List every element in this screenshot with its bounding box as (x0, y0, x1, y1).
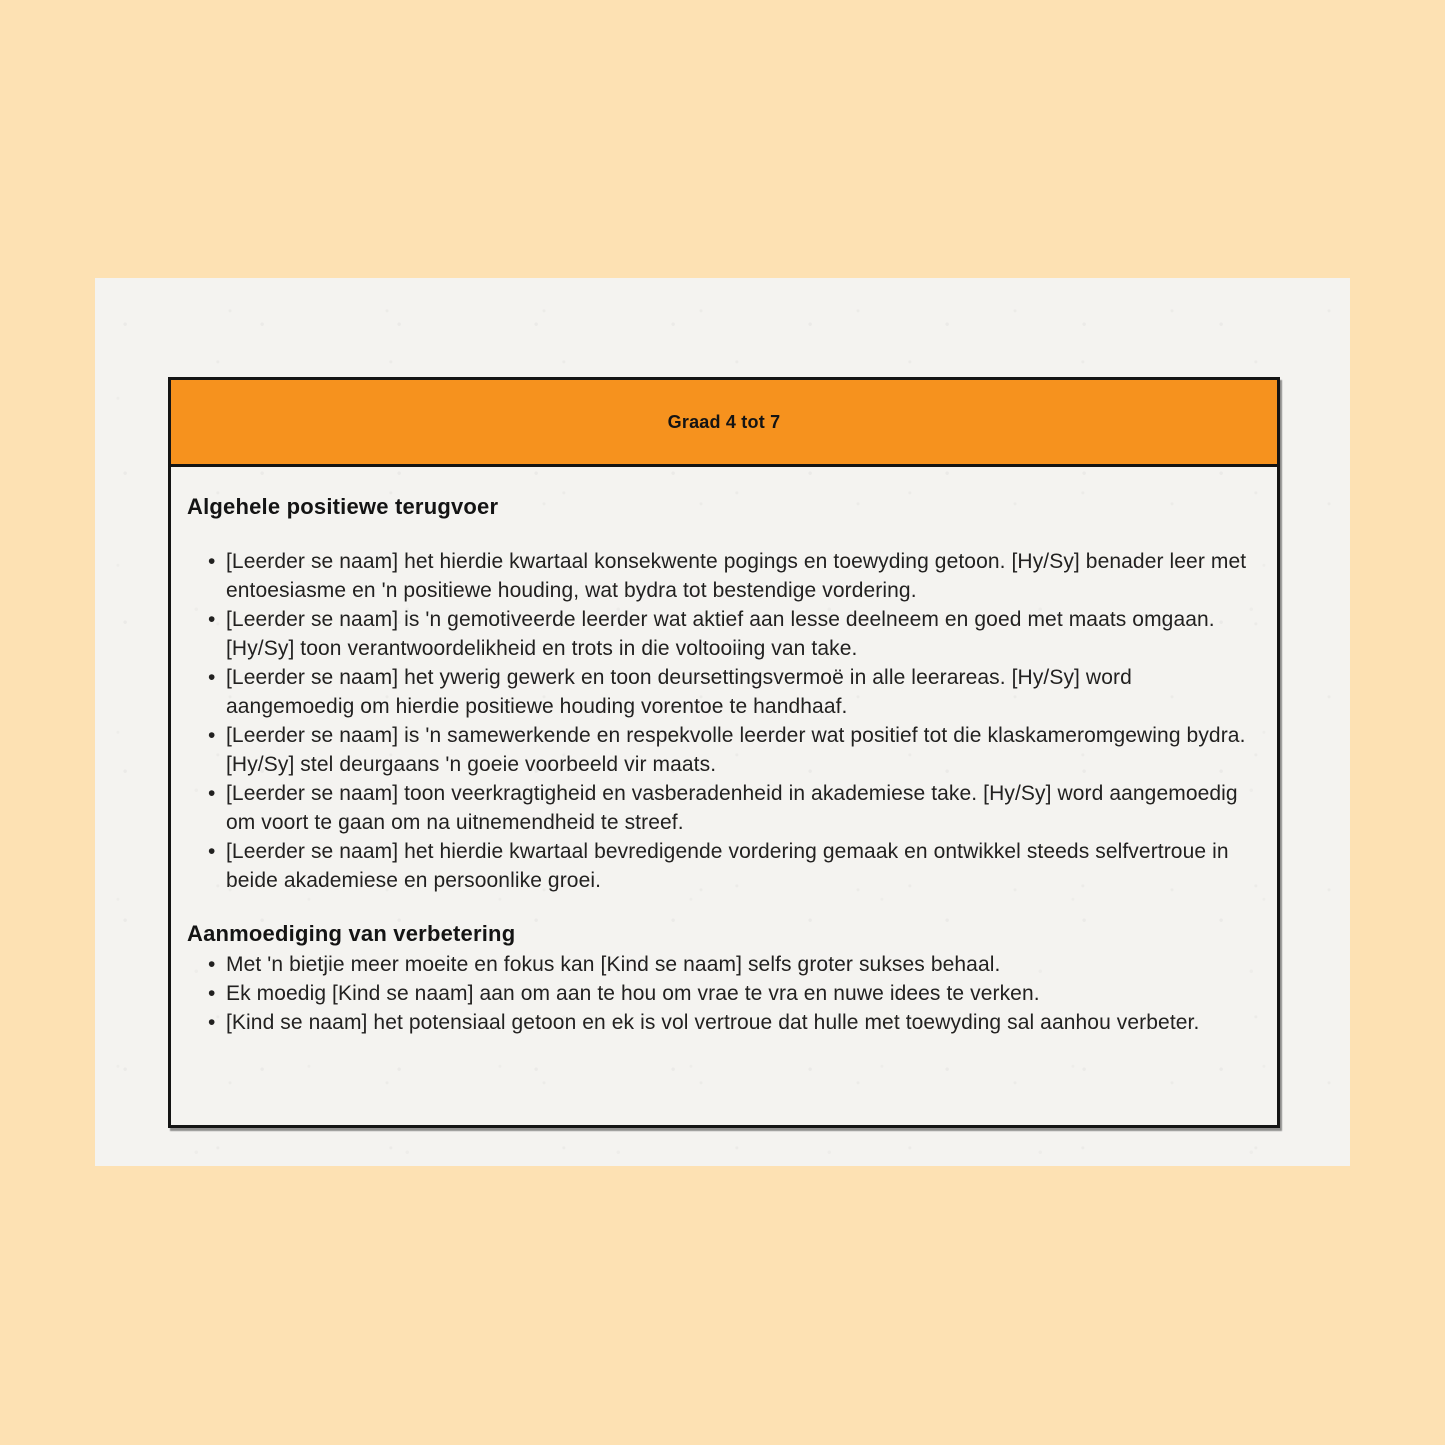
paper-card (95, 278, 1350, 1166)
list-item: • [Leerder se naam] het ywerig gewerk en toon deursettingsvermoë in alle leerareas. [Hy/Sy] word aangemoedig om hierdie positiewe houding vorentoe te handhaaf. (187, 663, 1247, 721)
section-positive-feedback (187, 494, 1247, 895)
list-item: • Ek moedig [Kind se naam] aan om aan te hou om vrae te vra en nuwe idees te verken. (187, 979, 1247, 1008)
list-item: • [Leerder se naam] is 'n gemotiveerde leerder wat aktief aan lesse deelneem en goed met maats omgaan. [Hy/Sy] toon verantwoordelikheid en trots in die voltooiing van take. (187, 605, 1247, 663)
list-item: • [Leerder se naam] toon veerkragtigheid en vasberadenheid in akademiese take. [Hy/Sy] word aangemoedig om voort te gaan om na uitnemendheid te streef. (187, 779, 1247, 837)
section-heading-improvement: Aanmoediging van verbetering (187, 921, 516, 946)
box-body (171, 467, 1277, 1037)
list-item: • [Leerder se naam] het hierdie kwartaal konsekwente pogings en toewyding getoon. [Hy/Sy] benader leer met entoesiasme en 'n positiewe houding, wat bydra tot bestendige vordering. (187, 547, 1247, 605)
list-item: • Met 'n bietjie meer moeite en fokus kan [Kind se naam] selfs groter sukses behaal. (187, 950, 1247, 979)
box-title: Graad 4 tot 7 (667, 411, 781, 432)
feedback-box (168, 377, 1280, 1128)
list-item: • [Kind se naam] het potensiaal getoon en ek is vol vertroue dat hulle met toewyding sal aanhou verbeter. (187, 1008, 1247, 1037)
box-header (171, 380, 1277, 467)
list-item: • [Leerder se naam] het hierdie kwartaal bevredigende vordering gemaak en ontwikkel steeds selfvertroue in beide akademiese en persoonlike groei. (187, 837, 1247, 895)
improvement-list (187, 950, 1247, 1037)
list-item: • [Leerder se naam] is 'n samewerkende en respekvolle leerder wat positief tot die klaskameromgewing bydra. [Hy/Sy] stel deurgaans 'n goeie voorbeeld vir maats. (187, 721, 1247, 779)
positive-feedback-list (187, 547, 1247, 895)
section-improvement-encouragement (187, 921, 1247, 1037)
section-heading-positive: Algehele positiewe terugvoer (187, 494, 499, 519)
